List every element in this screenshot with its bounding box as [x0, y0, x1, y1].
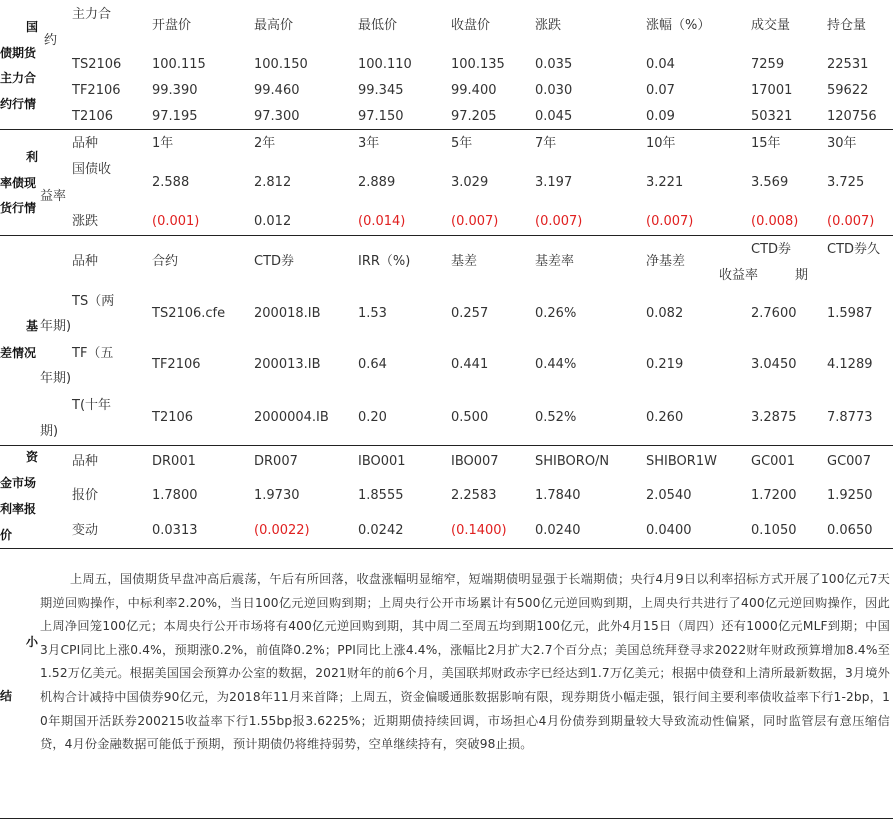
- money-change: 0.0242: [358, 523, 404, 538]
- section-divider: [0, 129, 893, 130]
- basis-row-header-line: 基: [26, 319, 39, 333]
- col-header-close: 收盘价: [451, 18, 491, 33]
- futures-row-header-line: 国: [26, 20, 39, 34]
- col-header-open-interest: 持仓量: [827, 18, 867, 33]
- futures-table-cell: 22531: [827, 57, 869, 72]
- futures-table-cell: TF2106: [72, 83, 121, 98]
- money-price: 1.7840: [535, 488, 581, 503]
- money-col-header: SHIBORO/N: [535, 454, 610, 469]
- money-price-label: 报价: [72, 488, 99, 503]
- section-divider: [0, 548, 893, 549]
- basis-variety-label: T(十年: [72, 398, 112, 413]
- basis-table-cell: 1.53: [358, 306, 387, 321]
- money-change: 0.0650: [827, 523, 873, 538]
- futures-table-cell: 7259: [751, 57, 785, 72]
- col-header-change-pct: 涨幅（%）: [646, 18, 711, 33]
- futures-table-cell: 100.110: [358, 57, 412, 72]
- yields-col-header: 品种: [72, 136, 99, 151]
- money-change: 0.0313: [152, 523, 198, 538]
- money-col-header: GC007: [827, 454, 871, 469]
- yield-change: (0.007): [451, 214, 499, 229]
- futures-table-cell: 0.04: [646, 57, 675, 72]
- futures-table-cell: 97.150: [358, 109, 404, 124]
- basis-col-irr: IRR（%): [358, 254, 411, 269]
- money-col-header: SHIBOR1W: [646, 454, 717, 469]
- yield-value: 3.725: [827, 175, 865, 190]
- basis-table-cell: T2106: [152, 410, 194, 425]
- section-divider: [0, 445, 893, 446]
- futures-table-cell: 0.09: [646, 109, 675, 124]
- yields-row-header-line: 率债现: [0, 176, 37, 190]
- basis-table-cell: 0.082: [646, 306, 684, 321]
- basis-table-cell: 0.260: [646, 410, 684, 425]
- yields-row-header-line: 利: [26, 150, 39, 164]
- money-change: (0.1400): [451, 523, 507, 538]
- basis-row-header-line: 差情况: [0, 346, 37, 360]
- futures-table-cell: 97.300: [254, 109, 300, 124]
- money-col-header: DR007: [254, 454, 298, 469]
- basis-table-cell: 0.500: [451, 410, 489, 425]
- basis-table-cell: 1.5987: [827, 306, 873, 321]
- futures-table-cell: 59622: [827, 83, 869, 98]
- yields-col-header: 15年: [751, 136, 781, 151]
- basis-table-cell: 3.0450: [751, 357, 797, 372]
- money-change-label: 变动: [72, 523, 99, 538]
- basis-col-ctd-yield-wrap: 收益率: [719, 268, 759, 283]
- yield-change: 0.012: [254, 214, 292, 229]
- col-header-contract-wrap: 约: [44, 33, 58, 48]
- yield-change: (0.007): [646, 214, 694, 229]
- yield-change: (0.007): [827, 214, 875, 229]
- futures-table-cell: 97.205: [451, 109, 497, 124]
- yields-col-header: 2年: [254, 136, 276, 151]
- yield-value: 3.569: [751, 175, 789, 190]
- money-col-header: IBO007: [451, 454, 499, 469]
- yields-col-header: 3年: [358, 136, 380, 151]
- yield-change: (0.001): [152, 214, 200, 229]
- basis-table-cell: 200013.IB: [254, 357, 321, 372]
- money-col-header: GC001: [751, 454, 795, 469]
- money-col-header: IBO001: [358, 454, 406, 469]
- yield-value: 3.221: [646, 175, 684, 190]
- money-row-header-line: 资: [26, 450, 39, 464]
- money-price: 1.9730: [254, 488, 300, 503]
- yields-row-header-line: 货行情: [0, 201, 37, 215]
- yield-change: (0.014): [358, 214, 406, 229]
- money-col-header: 品种: [72, 454, 99, 469]
- col-header-contract: 主力合: [72, 7, 112, 22]
- basis-col-net-basis: 净基差: [646, 254, 686, 269]
- basis-col-ctd-duration-wrap: 期: [795, 268, 809, 283]
- section-divider: [0, 818, 893, 819]
- yields-col-header: 1年: [152, 136, 174, 151]
- yields-col-header: 5年: [451, 136, 473, 151]
- basis-table-cell: 7.8773: [827, 410, 873, 425]
- basis-col-ctd-duration: CTD券久: [827, 242, 881, 257]
- futures-table-cell: 0.030: [535, 83, 573, 98]
- basis-table-cell: 0.219: [646, 357, 684, 372]
- futures-table-cell: 50321: [751, 109, 793, 124]
- money-price: 1.9250: [827, 488, 873, 503]
- basis-col-variety: 品种: [72, 254, 99, 269]
- basis-variety-label-wrap: 期): [40, 424, 59, 439]
- col-header-open: 开盘价: [152, 18, 192, 33]
- basis-variety-label: TS（两: [72, 294, 115, 309]
- futures-table-cell: 0.07: [646, 83, 675, 98]
- basis-table-cell: 0.44%: [535, 357, 577, 372]
- money-col-header: DR001: [152, 454, 196, 469]
- futures-table-cell: 99.345: [358, 83, 404, 98]
- money-row-header-line: 金市场: [0, 476, 37, 490]
- basis-table-cell: 3.2875: [751, 410, 797, 425]
- basis-variety-label: TF（五: [72, 346, 114, 361]
- money-change: (0.0022): [254, 523, 310, 538]
- yield-value: 2.812: [254, 175, 292, 190]
- col-header-low: 最低价: [358, 18, 398, 33]
- basis-col-basis-rate: 基差率: [535, 254, 575, 269]
- money-change: 0.0240: [535, 523, 581, 538]
- money-price: 1.7200: [751, 488, 797, 503]
- basis-col-ctd-yield: CTD券: [751, 242, 792, 257]
- futures-table-cell: 97.195: [152, 109, 198, 124]
- money-price: 2.2583: [451, 488, 497, 503]
- basis-table-cell: TF2106: [152, 357, 201, 372]
- col-header-change: 涨跌: [535, 18, 562, 33]
- futures-table-cell: 99.390: [152, 83, 198, 98]
- basis-col-contract: 合约: [152, 254, 179, 269]
- yields-col-header: 7年: [535, 136, 557, 151]
- col-header-volume: 成交量: [751, 18, 791, 33]
- yield-change: (0.008): [751, 214, 799, 229]
- yield-value: 2.889: [358, 175, 396, 190]
- yield-value: 2.588: [152, 175, 190, 190]
- futures-table-cell: 99.400: [451, 83, 497, 98]
- futures-table-cell: 0.035: [535, 57, 573, 72]
- yields-col-header: 10年: [646, 136, 676, 151]
- summary-text: 上周五，国债期货早盘冲高后震荡，午后有所回落，收盘涨幅明显缩窄，短端期债明显强于长端期债；央行4月9日以利率招标方式开展了100亿元7天期逆回购操作，中标利率2.20%，当日100亿元逆回购到期；上周央行公开市场累计有500亿元逆回购到期，上周央行共进行了400亿元逆回购操作，因此上周净回笼100亿元；本周央行公开市场将有400亿元逆回购到期，其中周二至周五均到期100亿元，此外4月15日（周四）还有1000亿元MLF到期；中国3月CPI同比上涨0.4%，预期涨0.2%，前值降0.2%；PPI同比上涨4.4%，涨幅比2月扩大2.7个百分点；美国总统拜登寻求2022财年财政预算增加8.4%至1.52万亿美元。根据美国国会预算办公室的数据，2021财年的前6个月，美国联邦财政赤字已经达到1.7万亿美元；根据中债登和上清所最新数据，3月境外机构合计减持中国债券90亿元，为2018年11月来首降；上周五，资金偏暖通胀数据影响有限，现券期货小幅走强，银行间主要利率债收益率下行1-2bp，10年期国开活跃券200215收益率下行1.55bp报3.6225%；近期期债持续回调，市场担心4月份债券到期量较大导致流动性偏紧，同时监管层有意压缩信贷，4月份金融数据可能低于预期，预计期债仍将维持弱势，空单继续持有，突破98止损。: [40, 572, 890, 752]
- money-price: 1.7800: [152, 488, 198, 503]
- money-price: 2.0540: [646, 488, 692, 503]
- col-header-high: 最高价: [254, 18, 294, 33]
- yields-col-header: 30年: [827, 136, 857, 151]
- futures-table-cell: 17001: [751, 83, 793, 98]
- money-change: 0.1050: [751, 523, 797, 538]
- basis-table-cell: 0.257: [451, 306, 489, 321]
- futures-table-cell: T2106: [72, 109, 114, 124]
- summary-row-header-line: 结: [0, 689, 13, 703]
- basis-table-cell: 0.26%: [535, 306, 577, 321]
- basis-table-cell: 0.441: [451, 357, 489, 372]
- basis-table-cell: 4.1289: [827, 357, 873, 372]
- basis-table-cell: 0.64: [358, 357, 387, 372]
- yield-value: 3.029: [451, 175, 489, 190]
- yield-value: 3.197: [535, 175, 573, 190]
- futures-table-cell: 120756: [827, 109, 877, 124]
- futures-row-header-line: 债期货: [0, 46, 37, 60]
- yields-label-treasury-wrap: 益率: [40, 189, 67, 204]
- basis-table-cell: 2000004.IB: [254, 410, 329, 425]
- futures-table-cell: 100.135: [451, 57, 505, 72]
- futures-table-cell: 99.460: [254, 83, 300, 98]
- basis-table-cell: 2.7600: [751, 306, 797, 321]
- futures-row-header-line: 主力合: [0, 71, 37, 85]
- futures-table-cell: 100.115: [152, 57, 206, 72]
- futures-row-header-line: 约行情: [0, 97, 37, 111]
- summary-row-header-line: 小: [26, 635, 39, 649]
- futures-table-cell: 100.150: [254, 57, 308, 72]
- basis-variety-label-wrap: 年期): [40, 319, 72, 334]
- basis-table-cell: 0.20: [358, 410, 387, 425]
- yield-change: (0.007): [535, 214, 583, 229]
- basis-table-cell: 0.52%: [535, 410, 577, 425]
- money-price: 1.8555: [358, 488, 404, 503]
- basis-col-basis: 基差: [451, 254, 478, 269]
- yields-label-treasury: 国债收: [72, 162, 112, 177]
- futures-table-cell: TS2106: [72, 57, 122, 72]
- basis-variety-label-wrap: 年期): [40, 371, 72, 386]
- futures-table-cell: 0.045: [535, 109, 573, 124]
- yields-change-label: 涨跌: [72, 214, 99, 229]
- basis-table-cell: 200018.IB: [254, 306, 321, 321]
- section-divider: [0, 235, 893, 236]
- money-change: 0.0400: [646, 523, 692, 538]
- basis-col-ctd: CTD券: [254, 254, 295, 269]
- money-row-header-line: 价: [0, 528, 13, 542]
- money-row-header-line: 利率报: [0, 502, 37, 516]
- basis-table-cell: TS2106.cfe: [152, 306, 226, 321]
